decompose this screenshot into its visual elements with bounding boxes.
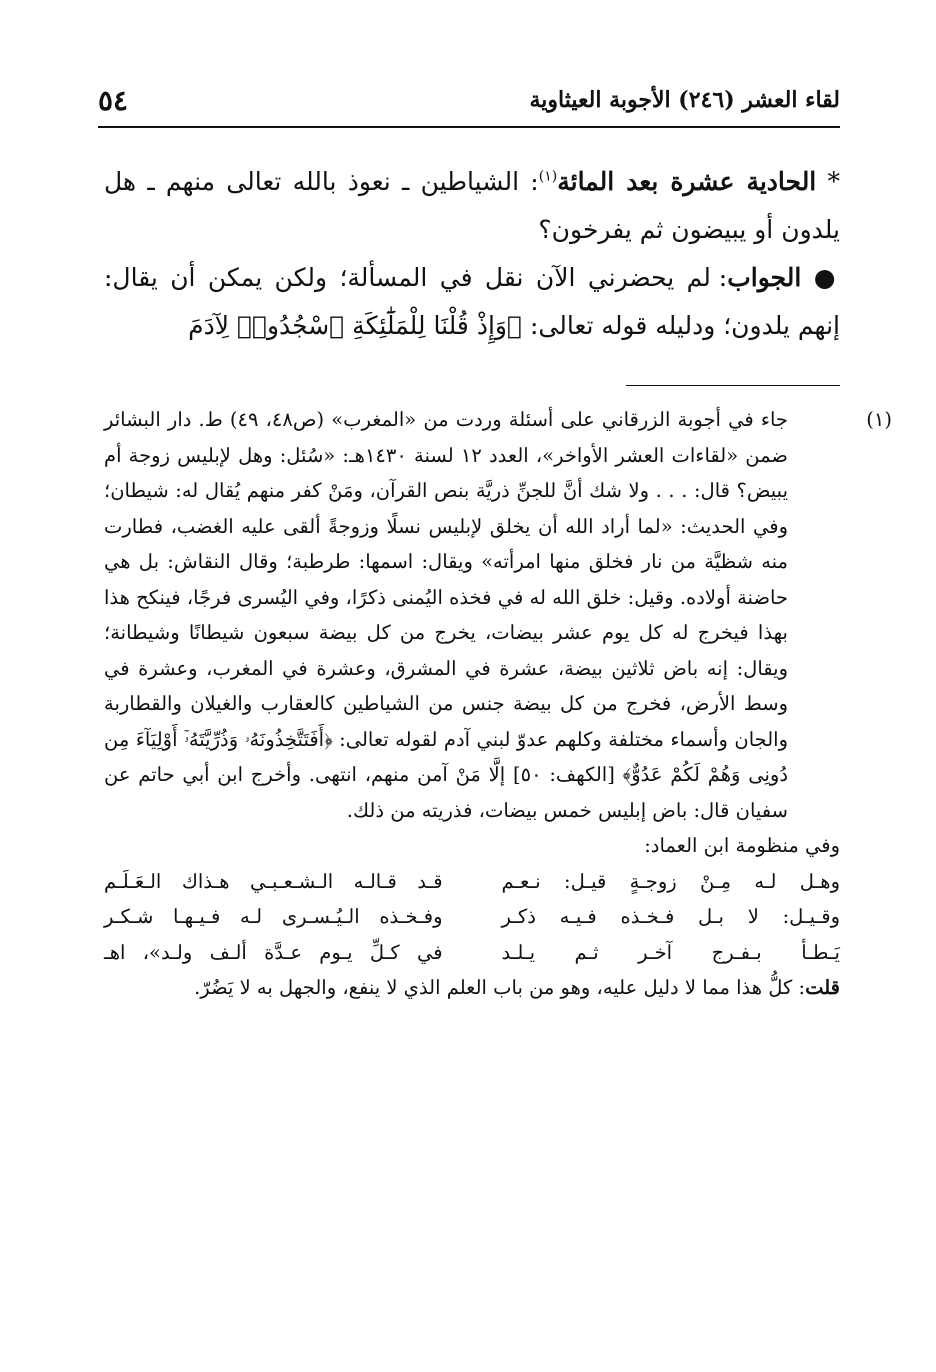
- poem-verse: [104, 864, 840, 900]
- footnote: [104, 402, 892, 1006]
- bullet-marker: ●: [813, 263, 840, 292]
- page-number: ٥٤: [98, 83, 129, 117]
- header-rule: [98, 126, 840, 128]
- answer-paragraph: [104, 254, 840, 350]
- footnote-rule: [626, 385, 840, 386]
- question-text: : الشياطين ـ نعوذ بالله تعالى منهم ـ هل يلدون أو يبيضون ثم يفرخون؟: [104, 167, 840, 244]
- footnote-marker: (١): [866, 408, 892, 431]
- footnote-body: [104, 402, 892, 828]
- footnote-text-part2: [الكهف: ٥٠] إلَّا مَنْ آمن منهم، انتهى. وأخرج ابن أبي حاتم عن سفيان قال: باض إبليس خمس بيضات، فذريته من ذلك.: [104, 763, 788, 822]
- author-comment: [104, 970, 840, 1006]
- footnote-quran-verse: ﴿أَفَتَتَّخِذُونَهُۥ وَذُرِّيَّتَهُۥٓ أَوْلِيَآءَ مِن دُونِى وَهُمْ لَكُمْ عَدُوٌّ﴾: [104, 727, 788, 786]
- poem: [104, 864, 840, 971]
- comment-label: قلت: [805, 976, 840, 999]
- footnote-reference[interactable]: (١): [538, 168, 558, 185]
- poem-verse: [104, 899, 840, 935]
- page-header: [98, 78, 840, 122]
- answer-text: : لم يحضرني الآن نقل في المسألة؛ ولكن يمكن أن يقال: إنهم يلدون؛ ودليله قوله تعالى:: [104, 263, 840, 340]
- question-paragraph: [104, 158, 840, 254]
- poem-hemistich-right: وقـيـل: لا بـل فـخـذه فـيـه ذكـر: [501, 905, 840, 928]
- poem-hemistich-left: قـد قـالـه الـشـعـبـي هـذاك الـعَـلَـم: [104, 869, 443, 893]
- main-text: [104, 158, 840, 350]
- poem-hemistich-right: يَـطـأ بـفـرج آخـر ثـم يـلـد: [501, 940, 840, 964]
- star-marker: *: [827, 167, 841, 196]
- poem-hemistich-left: في كـلِّ يـوم عـدَّة ألـف ولـد»، اهـ: [104, 940, 443, 964]
- quran-verse: ﴿وَإِذْ قُلْنَا لِلْمَلَٰٓئِكَةِ ٱسْجُدُوا۟ لِآدَمَ: [188, 311, 522, 340]
- answer-label: الجواب: [727, 263, 802, 292]
- question-label: الحادية عشرة بعد المائة: [557, 167, 817, 196]
- poem-intro: وفي منظومة ابن العماد:: [644, 834, 840, 857]
- running-title: لقاء العشر (٢٤٦) الأجوبة العيثاوية: [529, 87, 840, 113]
- footnote-text-part1: جاء في أجوبة الزرقاني على أسئلة وردت من «المغرب» (ص٤٨، ٤٩) ط. دار البشائر ضمن «لقاءات العشر الأواخر»، العدد ١٢ لسنة ١٤٣٠هـ: «سُئل: وهل لإبليس زوجة أم يبيض؟ قال: . . . ولا شك أنَّ للجنِّ ذريَّة بنص القرآن، ومَنْ كفر منهم يُقال له: شيطان؛ وفي الحديث: «لما أراد الله أن يخلق لإبليس نسلًا وزوجةً ألقى عليه الغضب، فطارت منه شظيَّة من نار فخلق منها امرأته» ويقال: اسمها: طرطبة؛ وقال النقاش: بل هي حاضنة أولاده. وقيل: خلق الله له في فخذه اليُمنى ذكرًا، وفي اليُسرى فرجًا، فينكح هذا بهذا فيخرج له كل يوم عشر بيضات، يخرج من كل بيضة سبعون شيطانًا وشيطانة؛ ويقال: إنه باض ثلاثين بيضة، عشرة في المشرق، وعشرة في المغرب، وعشرة في وسط الأرض، فخرج من كل بيضة جنس من الشياطين كالعقارب والغيلان والقطاربة والجان وأسماء مختلفة وكلهم عدوّ لبني آدم لقوله تعالى:: [104, 408, 788, 751]
- comment-text: : كلُّ هذا مما لا دليل عليه، وهو من باب العلم الذي لا ينفع، والجهل به لا يَضُرّ.: [194, 976, 806, 999]
- poem-hemistich-right: وهـل لـه مِـنْ زوجـةٍ قيـل: نـعـم: [501, 869, 840, 893]
- poem-verse: [104, 935, 840, 971]
- poem-hemistich-left: وفـخـذه الـيُـسـرى لـه فـيـهـا شـكـر: [104, 905, 443, 928]
